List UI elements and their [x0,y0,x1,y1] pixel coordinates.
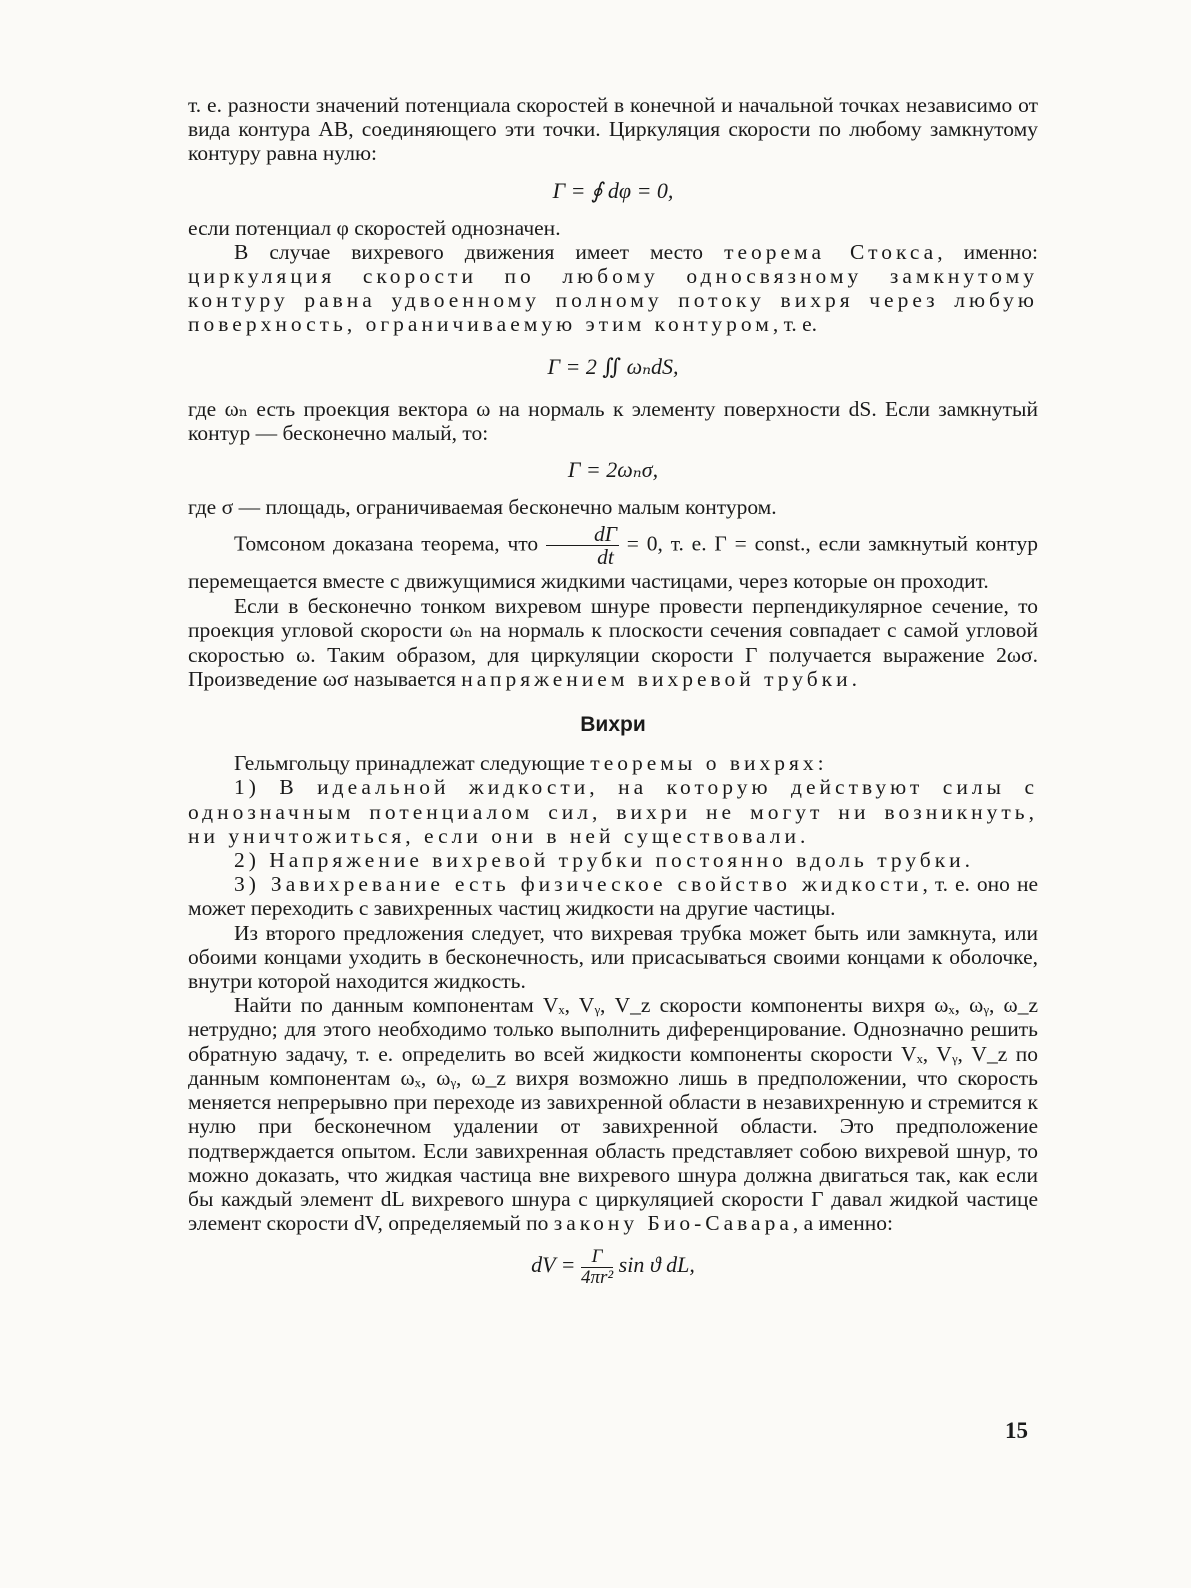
stokes-tail: , т. е. [772,312,818,337]
bs-denominator: 4πr² [581,1266,614,1288]
paragraph-5: где σ — площадь, ограничиваемая бесконечно малым контуром. [188,495,777,520]
stokes-intro: В случае вихревого движения имеет место [234,239,725,264]
p10-end: , а именно: [792,1211,893,1236]
bs-numerator: Γ [581,1247,613,1268]
p7-end: . [851,666,858,691]
fraction-denominator: dt [597,545,614,570]
formula-circulation-zero: Γ = ∮ dφ = 0, [552,177,674,203]
theorem-1: 1) В идеальной жидкости, на которую действуют силы с однозначным потенциалом сил, вихри не могут ни возникнуть, ни уничтожиться, если они в ней существовали. [188,775,1038,848]
stokes-statement: циркуляция скорости по любому односвязному замкнутому контуру равна удвоенному полному потоку вихря через любую поверхность, ограничиваемую этим контуром [188,264,1038,337]
p7-term: напряжением вихревой трубки [461,666,852,691]
stokes-term: теорема Стокса [724,239,938,264]
theorem-3 [188,872,1038,920]
formula-stokes: Γ = 2 ∬ ωₙdS, [547,353,679,379]
helmholtz-colon: : [817,751,824,776]
helmholtz-term: теоремы о вихрях [590,751,818,776]
paragraph-9: Из второго предложения следует, что вихревая трубка может быть или замкнута, или обоими концами уходить в бесконечность, или присасываться своими концами к оболочке, внутри которой находится жидкость. [188,920,1038,994]
section-heading: Вихри [580,713,646,737]
main-text [188,93,1038,1295]
paragraph-7 [188,594,1038,691]
theorem-3-explanation: , т. е. оно не может переходить с завихренных частиц жидкости на другие частицы. [188,872,1038,921]
p7-text: Если в бесконечно тонком вихревом шнуре провести перпендикулярное сечение, то проекция угловой скорости ωₙ на нормаль к плоскости сечения совпадает с самой угловой скоростью ω. Таким образом, для циркуляции скорости Γ получается выражение 2ωσ. Произведение ωσ называется [188,594,1038,691]
paragraph-4: где ωₙ есть проекция вектора ω на нормаль к элементу поверхности dS. Если замкнутый контур — бесконечно малый, то: [188,396,1038,445]
helmholtz-intro: Гельмгольцу принадлежат следующие [234,751,591,776]
fraction-numerator: dΓ [546,523,619,546]
thomson-rest: = 0, т. е. Γ = const., если замкнутый контур перемещается вместе с движущимися жидкими частицами, через которые он проходит. [188,531,1038,594]
fraction-gamma-4pir2 [581,1247,613,1288]
bs-rhs: sin ϑ dL, [613,1252,695,1278]
p10-text: Найти по данным компонентам Vₓ, Vᵧ, V_z скорости компоненты вихря ωₓ, ωᵧ, ω_z нетрудно; для этого необходимо только выполнить диференцирование. Однозначно решить обратную задачу, т. е. определить во всей жидкости компоненты скорости Vₓ, Vᵧ, V_z по данным компонентам ωₓ, ωᵧ, ω_z вихря возможно лишь в предположении, что скорость меняется непрерывно при переходе из завихренной области в незавихренную и стремится к нулю при бесконечном удалении от завихренной области. Это предположение подтверждается опытом. Если завихренная область представляет собою вихревой шнур, то можно доказать, что жидкая частица вне вихревого шнура должна двигаться так, как если бы каждый элемент dL вихревого шнура с циркуляцией скорости Γ давал жидкой частице элемент скорости dV, определяемый по [188,993,1038,1236]
formula-biot-savart [188,1241,1038,1289]
paragraph-1: т. е. разности значений потенциала скоростей в конечной и начальной точках независимо от вида контура AB, соединяющего эти точки. Циркуляция скорости по любому замкнутому контуру равна нулю: [188,93,1038,166]
paragraph-10 [188,993,1038,1235]
biot-savart-term: закону Био-Савара [553,1211,793,1236]
formula-small-contour: Γ = 2ωₙσ, [567,457,659,483]
paragraph-stokes [188,240,1038,337]
thomson-intro: Томсоном доказана теорема, что [234,531,546,556]
paragraph-2: если потенциал φ скоростей однозначен. [188,215,561,240]
page-number: 15 [1005,1418,1028,1443]
fraction-dgamma-dt [546,523,619,568]
theorem-3-statement: 3) Завихревание есть физическое свойство жидкости [234,872,923,897]
theorem-2: 2) Напряжение вихревой трубки постоянно вдоль трубки. [234,848,975,873]
paragraph-thomson [188,523,1038,594]
paragraph-helmholtz [188,751,1038,775]
bs-lhs: dV = [531,1252,582,1278]
stokes-sep: , именно: [937,239,1039,264]
